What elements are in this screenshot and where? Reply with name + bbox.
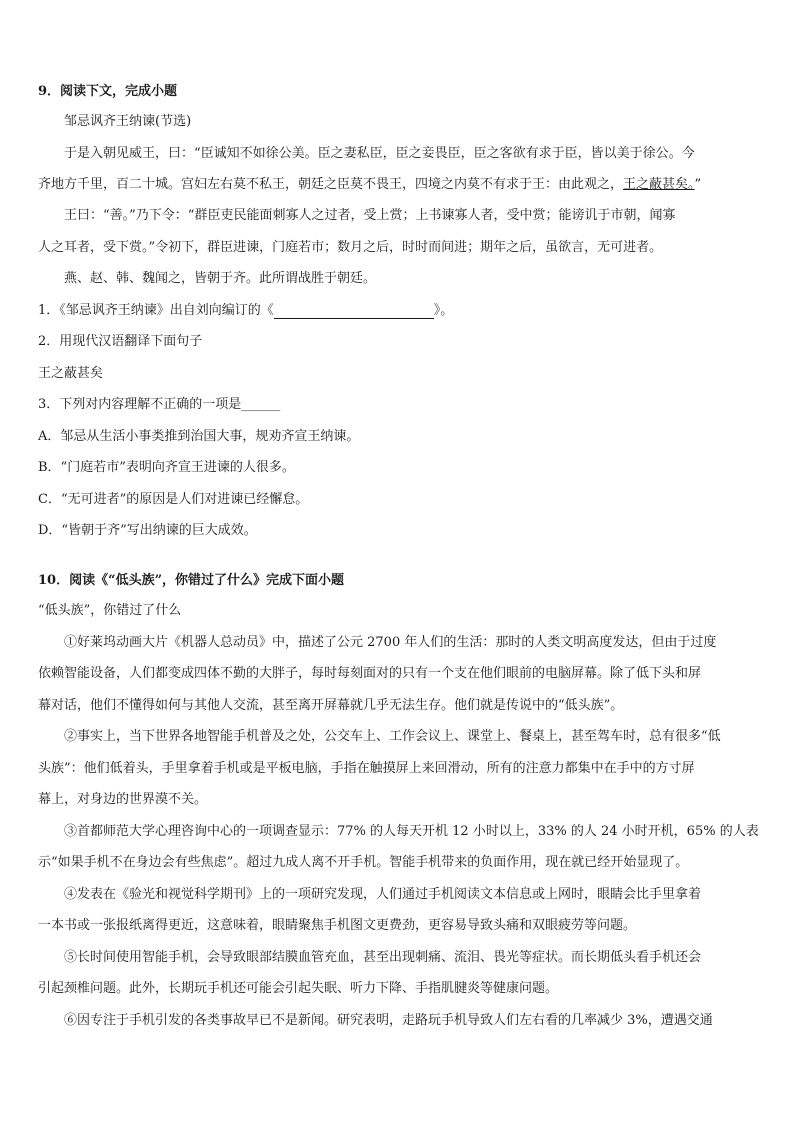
passage-text: 齐地方千里，百二十城。宫妇左右莫不私王，朝廷之臣莫不畏王，四境之内莫不有求于王：由此观之， [38, 177, 624, 192]
sub-question-text: 1．《邹忌讽齐王纳谏》出自刘向编订的《 [38, 303, 274, 318]
question-9-heading: 9．阅读下文，完成小题 [38, 84, 178, 99]
passage-title: “低头族”，你错过了什么 [38, 603, 182, 618]
sub-question-2: 2．用现代汉语翻译下面句子 [38, 334, 203, 349]
passage-line [38, 177, 758, 193]
underlined-sentence: 王之蔽甚矣。 [623, 177, 695, 192]
passage-title: 邹忌讽齐王纳谏(节选) [64, 114, 192, 129]
question-10-heading: 10．阅读《“低头族”，你错过了什么》完成下面小题 [38, 573, 345, 588]
sub-question-text: 》。 [433, 303, 454, 318]
passage-line: 一本书或一张报纸离得更近，这意味着，眼睛聚焦手机图文更费劲，更容易导致头痛和双眼疲劳等问题。 [38, 918, 637, 933]
passage-line: ①好莱坞动画大片《机器人总动员》中，描述了公元 2700 年人们的生活：那时的人类文明高度发达，但由于过度 [64, 635, 717, 650]
passage-line: 引起颈椎问题。此外，长期玩手机还可能会引起失眠、听力下降、手指肌腱炎等健康问题。 [38, 981, 559, 996]
passage-line: 燕、赵、韩、魏闻之，皆朝于齐。此所谓战胜于朝廷。 [64, 271, 377, 286]
passage-line: 头族”：他们低着头，手里拿着手机或是平板电脑，手指在触摸屏上来回滑动，所有的注意力都集中在手中的方寸屏 [38, 761, 695, 776]
passage-line: ⑥因专注于手机引发的各类事故早已不是新闻。研究表明，走路玩手机导致人们左右看的几率减少 3%，遭遇交通 [64, 1013, 713, 1028]
option-d[interactable]: D．“皆朝于齐”写出纳谏的巨大成效。 [38, 523, 257, 538]
passage-line: 王曰：“善。”乃下令：“群臣吏民能面刺寡人之过者，受上赏；上书谏寡人者，受中赏；能谤讥于市朝，闻寡 [64, 208, 676, 223]
option-b[interactable]: B．“门庭若市”表明向齐宣王进谏的人很多。 [38, 460, 295, 475]
passage-line: ④发表在《验光和视觉科学期刊》上的一项研究发现，人们通过手机阅读文本信息或上网时，眼睛会比手里拿着 [64, 887, 702, 902]
passage-text: ” [694, 177, 702, 192]
sub-question-3: 3．下列对内容理解不正确的一项是______ [38, 397, 281, 412]
passage-line: 幕上，对身边的世界漠不关。 [38, 792, 208, 807]
option-c[interactable]: C．“无可进者”的原因是人们对进谏已经懈怠。 [38, 492, 309, 507]
passage-line: ⑤长时间使用智能手机，会导致眼部结膜血管充血，甚至出现刺痛、流泪、畏光等症状。而长期低头看手机还会 [64, 950, 702, 965]
passage-line: 于是入朝见威王，曰：“臣诚知不如徐公美。臣之妻私臣，臣之妾畏臣，臣之客欲有求于臣，皆以美于徐公。今 [64, 146, 695, 161]
passage-line: ②事实上，当下世界各地智能手机普及之处，公交车上、工作会议上、课堂上、餐桌上，甚至驾车时，总有很多“低 [64, 729, 721, 744]
passage-line: 依赖智能设备，人们都变成四体不勤的大胖子，每时每刻面对的只有一个支在他们眼前的电脑屏幕。除了低下头和屏 [38, 666, 702, 681]
answer-blank[interactable] [274, 304, 434, 319]
option-a[interactable]: A．邹忌从生活小事类推到治国大事，规劝齐宣王纳谏。 [38, 429, 360, 444]
sub-question-1 [38, 303, 758, 319]
passage-line: 示“如果手机不在身边会有些焦虑”。超过九成人离不开手机。智能手机带来的负面作用，现在就已经开始显现了。 [38, 855, 689, 870]
passage-line: ③首都师范大学心理咨询中心的一项调查显示：77% 的人每天开机 12 小时以上，33% 的人 24 小时开机，65% 的人表 [64, 824, 759, 839]
passage-line: 幕对话，他们不懂得如何与其他人交流，甚至离开屏幕就几乎无法生存。他们就是传说中的“低头族”。 [38, 698, 624, 713]
passage-line: 人之耳者，受下赏。”令初下，群臣进谏，门庭若市；数月之后，时时而间进；期年之后，虽欲言，无可进者。 [38, 240, 663, 255]
translation-sentence: 王之蔽甚矣 [38, 366, 104, 381]
